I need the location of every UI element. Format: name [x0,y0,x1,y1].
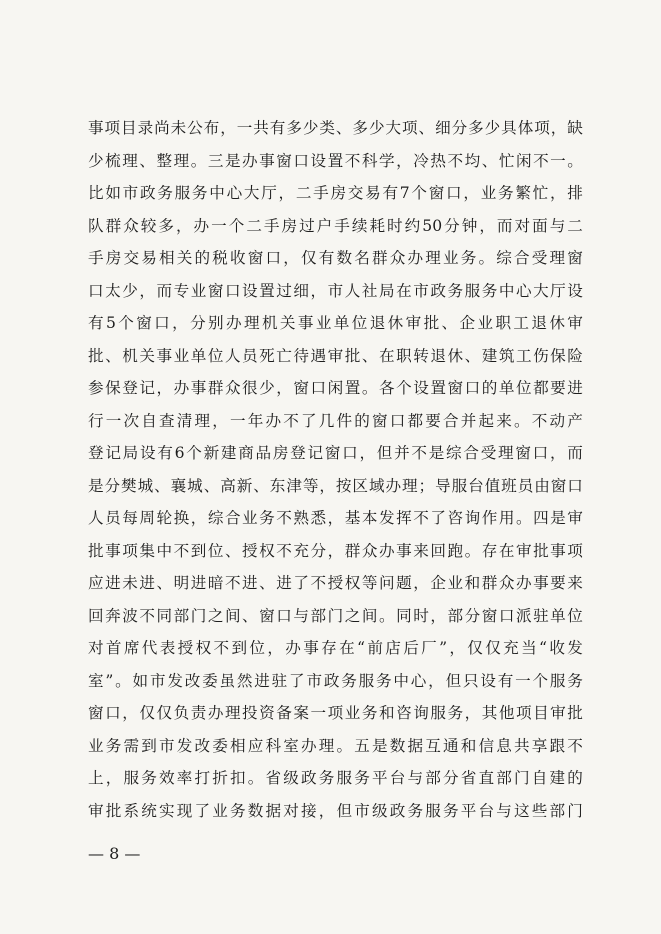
text-line: 室”。如市发改委虽然进驻了市政务服务中心，但只设有一个服务 [88,671,583,690]
text-line: 事项目录尚未公布，一共有多少类、多少大项、细分多少具体项，缺 [88,119,583,137]
text-line: 审批系统实现了业务数据对接，但市级政务服务平台与这些部门 [88,801,583,820]
text-line: 批、机关事业单位人员死亡待遇审批、在职转退休、建筑工伤保险 [88,346,583,365]
text-line: 业务需到市发改委相应科室办理。五是数据互通和信息共享跟不 [88,736,583,755]
text-line: 对首席代表授权不到位，办事存在“前店后厂”，仅仅充当“收发 [88,639,583,657]
text-line: 人员每周轮换，综合业务不熟悉，基本发挥不了咨询作用。四是审 [88,509,583,527]
text-line: 队群众较多，办一个二手房过户手续耗时约50分钟，而对面与二 [88,216,583,235]
text-line: 是分樊城、襄城、高新、东津等，按区域办理；导服台值班员由窗口 [88,476,583,495]
text-line: 口太少，而专业窗口设置过细，市人社局在市政务服务中心大厅设 [88,281,583,300]
text-line: 回奔波不同部门之间、窗口与部门之间。同时，部分窗口派驻单位 [88,606,583,625]
text-line: 有5个窗口，分别办理机关事业单位退休审批、企业职工退休审 [88,314,583,332]
body-text [88,112,583,827]
text-line: 少梳理、整理。三是办事窗口设置不科学，冷热不均、忙闲不一。 [88,151,583,170]
text-line: 行一次自查清理，一年办不了几件的窗口都要合并起来。不动产 [88,411,583,430]
page-number: — 8 — [88,844,141,863]
text-line: 上，服务效率打折扣。省级政务服务平台与部分省直部门自建的 [88,769,583,787]
text-line: 批事项集中不到位、授权不充分，群众办事来回跑。存在审批事项 [88,541,583,560]
text-line: 比如市政务服务中心大厅，二手房交易有7个窗口，业务繁忙，排 [88,184,583,202]
text-line: 手房交易相关的税收窗口，仅有数名群众办理业务。综合受理窗 [88,249,583,267]
text-line: 窗口，仅仅负责办理投资备案一项业务和咨询服务，其他项目审批 [88,704,583,722]
text-line: 参保登记，办事群众很少，窗口闲置。各个设置窗口的单位都要进 [88,379,583,397]
text-line: 应进未进、明进暗不进、进了不授权等问题，企业和群众办事要来 [88,574,583,592]
text-line: 登记局设有6个新建商品房登记窗口，但并不是综合受理窗口，而 [88,444,583,462]
